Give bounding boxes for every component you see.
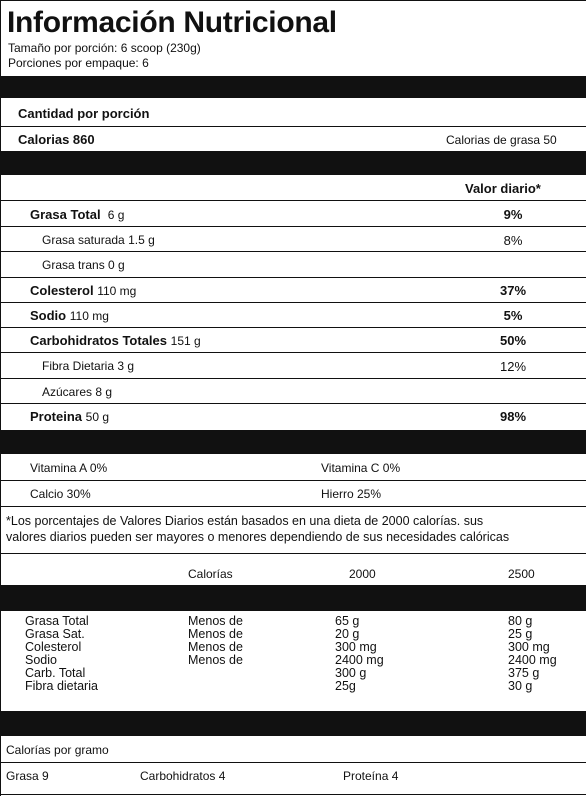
divider bbox=[0, 378, 586, 379]
ref-value-2500: 2400 mg bbox=[508, 653, 557, 667]
nutrient-name: Azúcares bbox=[42, 385, 93, 399]
divider bbox=[0, 506, 586, 507]
ref-qualifier: Menos de bbox=[188, 627, 243, 641]
ref-header-calories: Calorías bbox=[188, 567, 233, 581]
nutrient-amount: 6 g bbox=[107, 208, 125, 222]
nutrient-name: Sodio bbox=[30, 308, 67, 323]
ref-value-2500: 375 g bbox=[508, 666, 540, 680]
ref-qualifier-column bbox=[188, 615, 243, 667]
label-left-border bbox=[0, 0, 1, 796]
nutrient-amount: 110 mg bbox=[97, 284, 137, 298]
footnote-line-2: valores diarios pueden ser mayores o menores dependiendo de sus necesidades calóricas bbox=[6, 530, 510, 544]
ref-name: Carb. Total bbox=[25, 666, 86, 680]
divider bbox=[0, 327, 586, 328]
nutrient-dv: 9% bbox=[503, 207, 523, 222]
vitamin-a: Vitamina A 0% bbox=[30, 461, 108, 475]
nutrient-row bbox=[30, 333, 201, 348]
nutrient-amount: 110 mg bbox=[69, 309, 109, 323]
servings-per-container: Porciones por empaque: 6 bbox=[8, 56, 149, 70]
nutrient-name: Carbohidratos Totales bbox=[30, 333, 168, 348]
footnote-line-1: *Los porcentajes de Valores Diarios están basados en una dieta de 2000 calorías. sus bbox=[6, 514, 484, 528]
ref-value-2000: 300 g bbox=[335, 666, 367, 680]
divider bbox=[0, 553, 586, 554]
nutrient-row bbox=[30, 207, 124, 222]
nutrient-dv: 50% bbox=[499, 333, 527, 348]
nutrient-name: Grasa saturada bbox=[42, 233, 125, 247]
divider bbox=[0, 352, 586, 353]
nutrient-dv: 12% bbox=[499, 359, 527, 374]
nutrient-row bbox=[30, 283, 136, 298]
ref-value-2000: 2400 mg bbox=[335, 653, 384, 667]
ref-qualifier: Menos de bbox=[188, 640, 243, 654]
fat-per-gram: Grasa 9 bbox=[6, 769, 49, 783]
ref-value-2000: 300 mg bbox=[335, 640, 377, 654]
nutrient-row bbox=[42, 359, 134, 373]
label-title: Información Nutricional bbox=[7, 6, 337, 39]
nutrient-amount: 8 g bbox=[95, 385, 113, 399]
nutrient-row bbox=[42, 233, 155, 247]
divider bbox=[0, 277, 586, 278]
calcium: Calcio 30% bbox=[30, 487, 91, 501]
ref-name: Grasa Total bbox=[25, 614, 89, 628]
ref-2000-column bbox=[335, 615, 384, 693]
ref-header-2000: 2000 bbox=[349, 567, 376, 581]
divider bbox=[0, 403, 586, 404]
ref-name: Sodio bbox=[25, 653, 57, 667]
thick-divider bbox=[0, 430, 586, 454]
iron: Hierro 25% bbox=[321, 487, 382, 501]
ref-value-2500: 25 g bbox=[508, 627, 533, 641]
vitamin-c: Vitamina C 0% bbox=[321, 461, 401, 475]
ref-value-2000: 65 g bbox=[335, 614, 360, 628]
nutrient-name: Colesterol bbox=[30, 283, 94, 298]
calories-per-gram-label: Calorías por gramo bbox=[6, 743, 109, 757]
nutrient-row bbox=[42, 385, 112, 399]
nutrient-name: Grasa Total bbox=[30, 207, 101, 222]
divider bbox=[0, 226, 586, 227]
ref-name: Grasa Sat. bbox=[25, 627, 85, 641]
calories-label: Calorias 860 bbox=[18, 132, 95, 147]
nutrient-dv: 37% bbox=[499, 283, 527, 298]
nutrient-amount: 50 g bbox=[85, 410, 109, 424]
fat-calories: Calorias de grasa 50 bbox=[446, 133, 557, 147]
nutrient-amount: 3 g bbox=[117, 359, 135, 373]
thick-divider bbox=[0, 151, 586, 175]
label-top-border bbox=[0, 0, 586, 1]
nutrient-row bbox=[30, 308, 109, 323]
ref-value-2000: 20 g bbox=[335, 627, 360, 641]
daily-value-header: Valor diario* bbox=[465, 181, 541, 196]
ref-qualifier: Menos de bbox=[188, 653, 243, 667]
ref-value-2500: 80 g bbox=[508, 614, 533, 628]
nutrient-amount: 0 g bbox=[108, 258, 125, 272]
nutrient-name: Fibra Dietaria bbox=[42, 359, 115, 373]
divider bbox=[0, 251, 586, 252]
ref-value-2500: 300 mg bbox=[508, 640, 550, 654]
divider bbox=[0, 302, 586, 303]
nutrient-dv: 8% bbox=[503, 233, 523, 248]
ref-names-column bbox=[25, 615, 98, 693]
divider bbox=[0, 762, 586, 763]
nutrient-amount: 151 g bbox=[170, 334, 201, 348]
amount-per-serving: Cantidad por porción bbox=[18, 106, 150, 121]
nutrient-dv: 98% bbox=[499, 409, 527, 424]
ref-2500-column bbox=[508, 615, 557, 693]
nutrient-amount: 1.5 g bbox=[128, 233, 155, 247]
label-bottom-border bbox=[0, 794, 586, 795]
ref-qualifier: Menos de bbox=[188, 614, 243, 628]
divider bbox=[0, 200, 586, 201]
carbs-per-gram: Carbohidratos 4 bbox=[140, 769, 226, 783]
nutrient-name: Grasa trans bbox=[42, 258, 105, 272]
ref-value-2000: 25g bbox=[335, 679, 356, 693]
nutrient-row bbox=[42, 258, 125, 272]
thick-divider bbox=[0, 76, 586, 98]
ref-name: Colesterol bbox=[25, 640, 82, 654]
nutrient-row bbox=[30, 409, 109, 424]
protein-per-gram: Proteína 4 bbox=[343, 769, 399, 783]
ref-header-2500: 2500 bbox=[508, 567, 535, 581]
ref-value-2500: 30 g bbox=[508, 679, 533, 693]
ref-name: Fibra dietaria bbox=[25, 679, 98, 693]
serving-size: Tamaño por porción: 6 scoop (230g) bbox=[8, 41, 201, 55]
thick-divider bbox=[0, 585, 586, 611]
divider bbox=[0, 126, 586, 127]
nutrient-name: Proteina bbox=[30, 409, 83, 424]
divider bbox=[0, 480, 586, 481]
nutrient-dv: 5% bbox=[503, 308, 523, 323]
thick-divider bbox=[0, 711, 586, 736]
